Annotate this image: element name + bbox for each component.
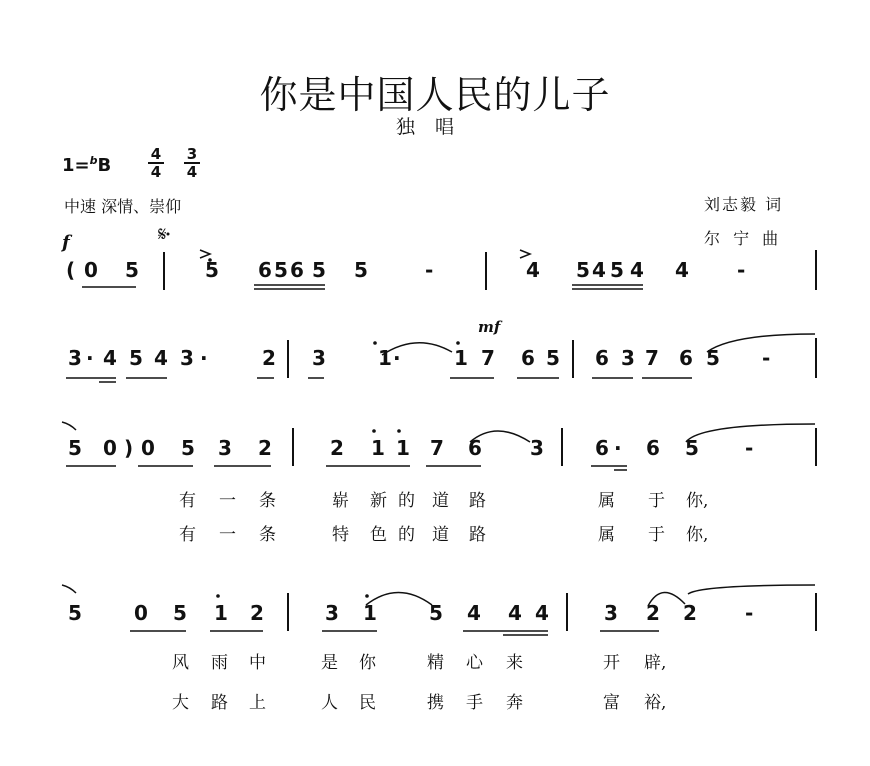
note-0-1: 0 bbox=[84, 258, 98, 282]
note-2-0: 5 bbox=[68, 436, 82, 460]
note-3-3: 1 bbox=[214, 601, 228, 625]
note-1-4: 4 bbox=[154, 346, 168, 370]
note-0-2: 5 bbox=[125, 258, 139, 282]
note-1-17: 7 bbox=[645, 346, 659, 370]
note-0-6: 6 bbox=[290, 258, 304, 282]
key-note: B bbox=[97, 155, 112, 176]
note-3-11: 3 bbox=[604, 601, 618, 625]
note-2-11: 6 bbox=[468, 436, 482, 460]
note-3-6: 1 bbox=[363, 601, 377, 625]
tempo-marking: 中速 深情、崇仰 bbox=[64, 197, 182, 216]
lyric-3-1-5: 携 bbox=[427, 693, 444, 713]
note-2-17: - bbox=[745, 436, 754, 460]
lyric-2-0-2: 条 bbox=[259, 491, 276, 511]
lyric-2-1-5: 的 bbox=[398, 525, 415, 545]
key-label: 1= bbox=[62, 155, 90, 176]
lyric-3-1-1: 路 bbox=[211, 693, 228, 713]
note-3-2: 5 bbox=[173, 601, 187, 625]
lyric-3-1-3: 人 bbox=[321, 693, 338, 713]
note-3-12: 2 bbox=[646, 601, 660, 625]
note-3-5: 3 bbox=[325, 601, 339, 625]
lyric-2-0-5: 的 bbox=[398, 491, 415, 511]
lyric-2-1-10: 你, bbox=[686, 525, 709, 545]
note-2-14: · bbox=[614, 436, 622, 460]
lyric-2-0-8: 属 bbox=[598, 491, 615, 511]
note-3-1: 0 bbox=[134, 601, 148, 625]
note-1-3: 5 bbox=[129, 346, 143, 370]
note-1-19: 5 bbox=[706, 346, 720, 370]
time-sig-num: 4 bbox=[150, 145, 162, 163]
time-sig-num: 3 bbox=[186, 145, 198, 163]
note-3-14: - bbox=[745, 601, 754, 625]
note-0-14: 4 bbox=[630, 258, 644, 282]
lyric-2-1-2: 条 bbox=[259, 525, 276, 545]
lyric-3-0-3: 是 bbox=[321, 653, 338, 673]
time-sig-den: 4 bbox=[184, 162, 200, 180]
time-sig-den: 4 bbox=[148, 162, 164, 180]
note-2-9: 1 bbox=[396, 436, 410, 460]
song-subtitle: 独唱 bbox=[395, 116, 474, 138]
lyric-3-0-6: 心 bbox=[466, 653, 483, 673]
note-2-15: 6 bbox=[646, 436, 660, 460]
note-2-7: 2 bbox=[330, 436, 344, 460]
note-1-20: - bbox=[762, 346, 771, 370]
lyric-2-1-8: 属 bbox=[598, 525, 615, 545]
lyric-3-1-4: 民 bbox=[359, 693, 376, 713]
note-1-18: 6 bbox=[679, 346, 693, 370]
note-0-8: 5 bbox=[354, 258, 368, 282]
note-1-2: 4 bbox=[103, 346, 117, 370]
dynamic-mezzo-forte: mf bbox=[478, 318, 501, 336]
lyric-2-1-1: 一 bbox=[219, 525, 236, 545]
note-2-13: 6 bbox=[595, 436, 609, 460]
note-3-0: 5 bbox=[68, 601, 82, 625]
lyric-3-1-9: 裕, bbox=[644, 693, 667, 713]
note-1-9: 1 bbox=[378, 346, 392, 370]
note-2-10: 7 bbox=[430, 436, 444, 460]
lyric-2-1-6: 道 bbox=[432, 525, 449, 545]
note-0-13: 5 bbox=[610, 258, 624, 282]
lyric-3-1-6: 手 bbox=[466, 693, 483, 713]
lyric-3-0-4: 你 bbox=[359, 653, 376, 673]
lyric-2-1-4: 色 bbox=[370, 525, 387, 545]
composer-credit: 尔 宁 曲 bbox=[704, 229, 783, 248]
lyric-2-1-7: 路 bbox=[469, 525, 486, 545]
lyric-3-0-5: 精 bbox=[427, 653, 444, 673]
lyric-2-1-9: 于 bbox=[648, 525, 665, 545]
lyric-3-0-1: 雨 bbox=[211, 653, 228, 673]
note-3-7: 5 bbox=[429, 601, 443, 625]
note-2-3: 0 bbox=[141, 436, 155, 460]
note-1-5: 3 bbox=[180, 346, 194, 370]
note-0-4: 6 bbox=[258, 258, 272, 282]
note-0-10: 4 bbox=[526, 258, 540, 282]
note-2-6: 2 bbox=[258, 436, 272, 460]
note-2-5: 3 bbox=[218, 436, 232, 460]
note-1-8: 3 bbox=[312, 346, 326, 370]
note-1-1: · bbox=[86, 346, 94, 370]
note-0-5: 5 bbox=[274, 258, 288, 282]
note-1-10: · bbox=[393, 346, 401, 370]
note-1-11: 1 bbox=[454, 346, 468, 370]
note-0-11: 5 bbox=[576, 258, 590, 282]
lyric-2-0-9: 于 bbox=[648, 491, 665, 511]
lyric-2-0-6: 道 bbox=[432, 491, 449, 511]
lyric-3-1-0: 大 bbox=[172, 693, 189, 713]
lyric-2-0-7: 路 bbox=[469, 491, 486, 511]
lyric-2-0-1: 一 bbox=[219, 491, 236, 511]
note-2-4: 5 bbox=[181, 436, 195, 460]
note-2-12: 3 bbox=[530, 436, 544, 460]
note-2-1: 0 bbox=[103, 436, 117, 460]
note-1-16: 3 bbox=[621, 346, 635, 370]
note-3-8: 4 bbox=[467, 601, 481, 625]
lyric-3-0-7: 来 bbox=[506, 653, 523, 673]
lyric-2-0-3: 崭 bbox=[332, 491, 349, 511]
note-1-13: 6 bbox=[521, 346, 535, 370]
note-0-15: 4 bbox=[675, 258, 689, 282]
lyric-3-0-0: 风 bbox=[172, 653, 189, 673]
lyric-3-1-8: 富 bbox=[603, 693, 620, 713]
note-2-8: 1 bbox=[371, 436, 385, 460]
note-0-3: 5 bbox=[205, 258, 219, 282]
lyric-3-1-7: 奔 bbox=[506, 693, 523, 713]
note-1-14: 5 bbox=[546, 346, 560, 370]
note-3-9: 4 bbox=[508, 601, 522, 625]
note-3-4: 2 bbox=[250, 601, 264, 625]
note-1-7: 2 bbox=[262, 346, 276, 370]
note-3-10: 4 bbox=[535, 601, 549, 625]
lyric-2-1-0: 有 bbox=[179, 525, 196, 545]
lyricist-credit: 刘志毅 词 bbox=[704, 195, 784, 214]
lyric-3-0-9: 辟, bbox=[644, 653, 667, 673]
note-0-7: 5 bbox=[312, 258, 326, 282]
lyric-2-0-0: 有 bbox=[179, 491, 196, 511]
lyric-3-1-2: 上 bbox=[249, 693, 266, 713]
note-2-2: ) bbox=[124, 436, 134, 460]
lyric-3-0-2: 中 bbox=[249, 653, 266, 673]
note-1-15: 6 bbox=[595, 346, 609, 370]
lyric-2-0-4: 新 bbox=[370, 491, 387, 511]
note-0-12: 4 bbox=[592, 258, 606, 282]
segno-sign: 𝄋 bbox=[158, 222, 167, 246]
note-1-0: 3 bbox=[68, 346, 82, 370]
note-3-13: 2 bbox=[683, 601, 697, 625]
note-1-12: 7 bbox=[481, 346, 495, 370]
dynamic-forte: f bbox=[62, 232, 70, 253]
key-flat: b bbox=[89, 154, 98, 167]
note-0-16: - bbox=[737, 258, 746, 282]
note-1-6: · bbox=[200, 346, 208, 370]
note-2-16: 5 bbox=[685, 436, 699, 460]
note-0-0: ( bbox=[66, 258, 76, 282]
lyric-2-0-10: 你, bbox=[686, 491, 709, 511]
lyric-3-0-8: 开 bbox=[603, 653, 620, 673]
lyric-2-1-3: 特 bbox=[332, 525, 349, 545]
note-0-9: - bbox=[425, 258, 434, 282]
song-title: 你是中国人民的儿子 bbox=[259, 73, 611, 117]
